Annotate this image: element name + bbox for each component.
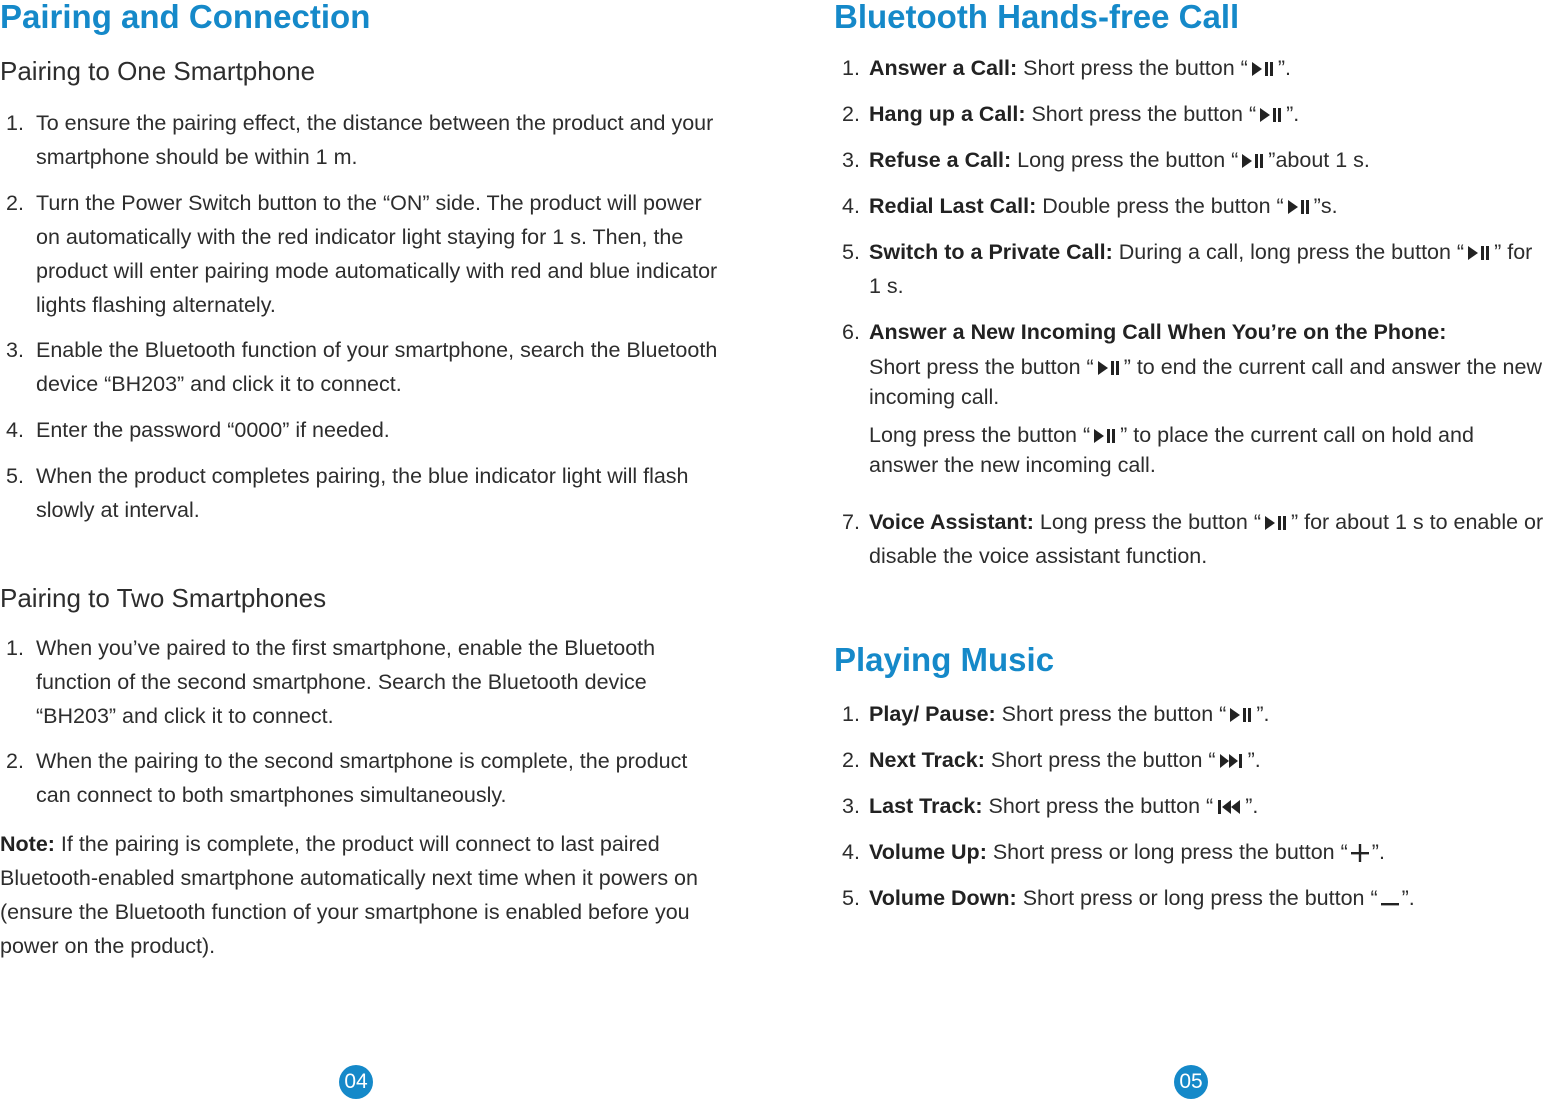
plus-icon	[1351, 844, 1369, 862]
list-item: 3. Last Track: Short press the button “ ”.	[842, 794, 1259, 818]
list-item: 4. Volume Up: Short press or long press the button “ ”.	[842, 840, 1385, 864]
list-item: 2. Next Track: Short press the button “ ”.	[842, 748, 1261, 772]
list-item: 1. Answer a Call: Short press the button “ ”.	[842, 56, 1291, 80]
play-pause-icon	[1259, 107, 1283, 123]
list-item: 4. Enter the password “0000” if needed.	[6, 418, 390, 442]
play-pause-icon	[1467, 245, 1491, 261]
list-item: 5. Switch to a Private Call: During a call, long press the button “ ” for 1 s.	[842, 240, 1533, 298]
one-smartphone-heading: Pairing to One Smartphone	[0, 56, 316, 86]
list-item: 3. Refuse a Call: Long press the button “ ”about 1 s.	[842, 148, 1370, 172]
list-item: 1. To ensure the pairing effect, the distance between the product and your smartphone should be within 1 m.	[6, 111, 714, 169]
play-pause-icon	[1229, 707, 1253, 723]
previous-track-icon	[1216, 799, 1242, 815]
pairing-title: Pairing and Connection	[0, 0, 371, 35]
note-label: Note:	[0, 832, 55, 856]
list-item: 5. When the product completes pairing, the blue indicator light will flash slowly at interval.	[6, 464, 689, 522]
list-item: 5. Volume Down: Short press or long press the button “ ”.	[842, 886, 1415, 910]
hands-free-title: Bluetooth Hands-free Call	[834, 0, 1240, 35]
sub-paragraph: Long press the button “ ” to place the current call on hold and answer the new incoming call.	[869, 423, 1474, 477]
list-item: 2. When the pairing to the second smartphone is complete, the product can connect to both smartphones simultaneously.	[6, 749, 688, 807]
list-item: 1. Play/ Pause: Short press the button “ ”.	[842, 702, 1270, 726]
minus-icon	[1381, 890, 1399, 908]
right-page	[834, 0, 1546, 1098]
list-item: 7. Voice Assistant: Long press the button “ ” for about 1 s to enable or disable the voice assistant function.	[842, 510, 1544, 568]
note-text: If the pairing is complete, the product will connect to last paired Bluetooth-enabled smartphone automatically next time when it powers on (ensure the Bluetooth function of your smartphone is enabled before you power on the product).	[0, 832, 698, 958]
sub-paragraph: Short press the button “ ” to end the current call and answer the new incoming call.	[869, 355, 1542, 409]
play-pause-icon	[1287, 199, 1311, 215]
two-smartphones-heading: Pairing to Two Smartphones	[0, 583, 327, 613]
play-pause-icon	[1264, 515, 1288, 531]
list-item: 3. Enable the Bluetooth function of your smartphone, search the Bluetooth device “BH203” and click it to connect.	[6, 338, 718, 396]
left-page	[0, 0, 730, 1098]
list-item: 6. Answer a New Incoming Call When You’re on the Phone:	[842, 320, 1447, 344]
list-item: 1. When you’ve paired to the first smartphone, enable the Bluetooth function of the second smartphone. Search the Bluetooth device “BH203” and click it to connect.	[6, 636, 656, 728]
play-pause-icon	[1241, 153, 1265, 169]
page-number: 04	[339, 1065, 373, 1099]
play-pause-icon	[1097, 360, 1121, 376]
play-pause-icon	[1251, 61, 1275, 77]
list-item: 2. Turn the Power Switch button to the “ON” side. The product will power on automatically with the red indicator light staying for 1 s. Then, the product will enter pairing mode automatically with red and blue indicator lights flashing alternately.	[6, 191, 718, 317]
list-item: 2. Hang up a Call: Short press the button “ ”.	[842, 102, 1300, 126]
note-paragraph	[0, 827, 720, 963]
playing-music-title: Playing Music	[834, 641, 1055, 678]
list-item: 4. Redial Last Call: Double press the button “ ”s.	[842, 194, 1338, 218]
next-track-icon	[1219, 753, 1245, 769]
page-number: 05	[1174, 1065, 1208, 1099]
play-pause-icon	[1093, 428, 1117, 444]
